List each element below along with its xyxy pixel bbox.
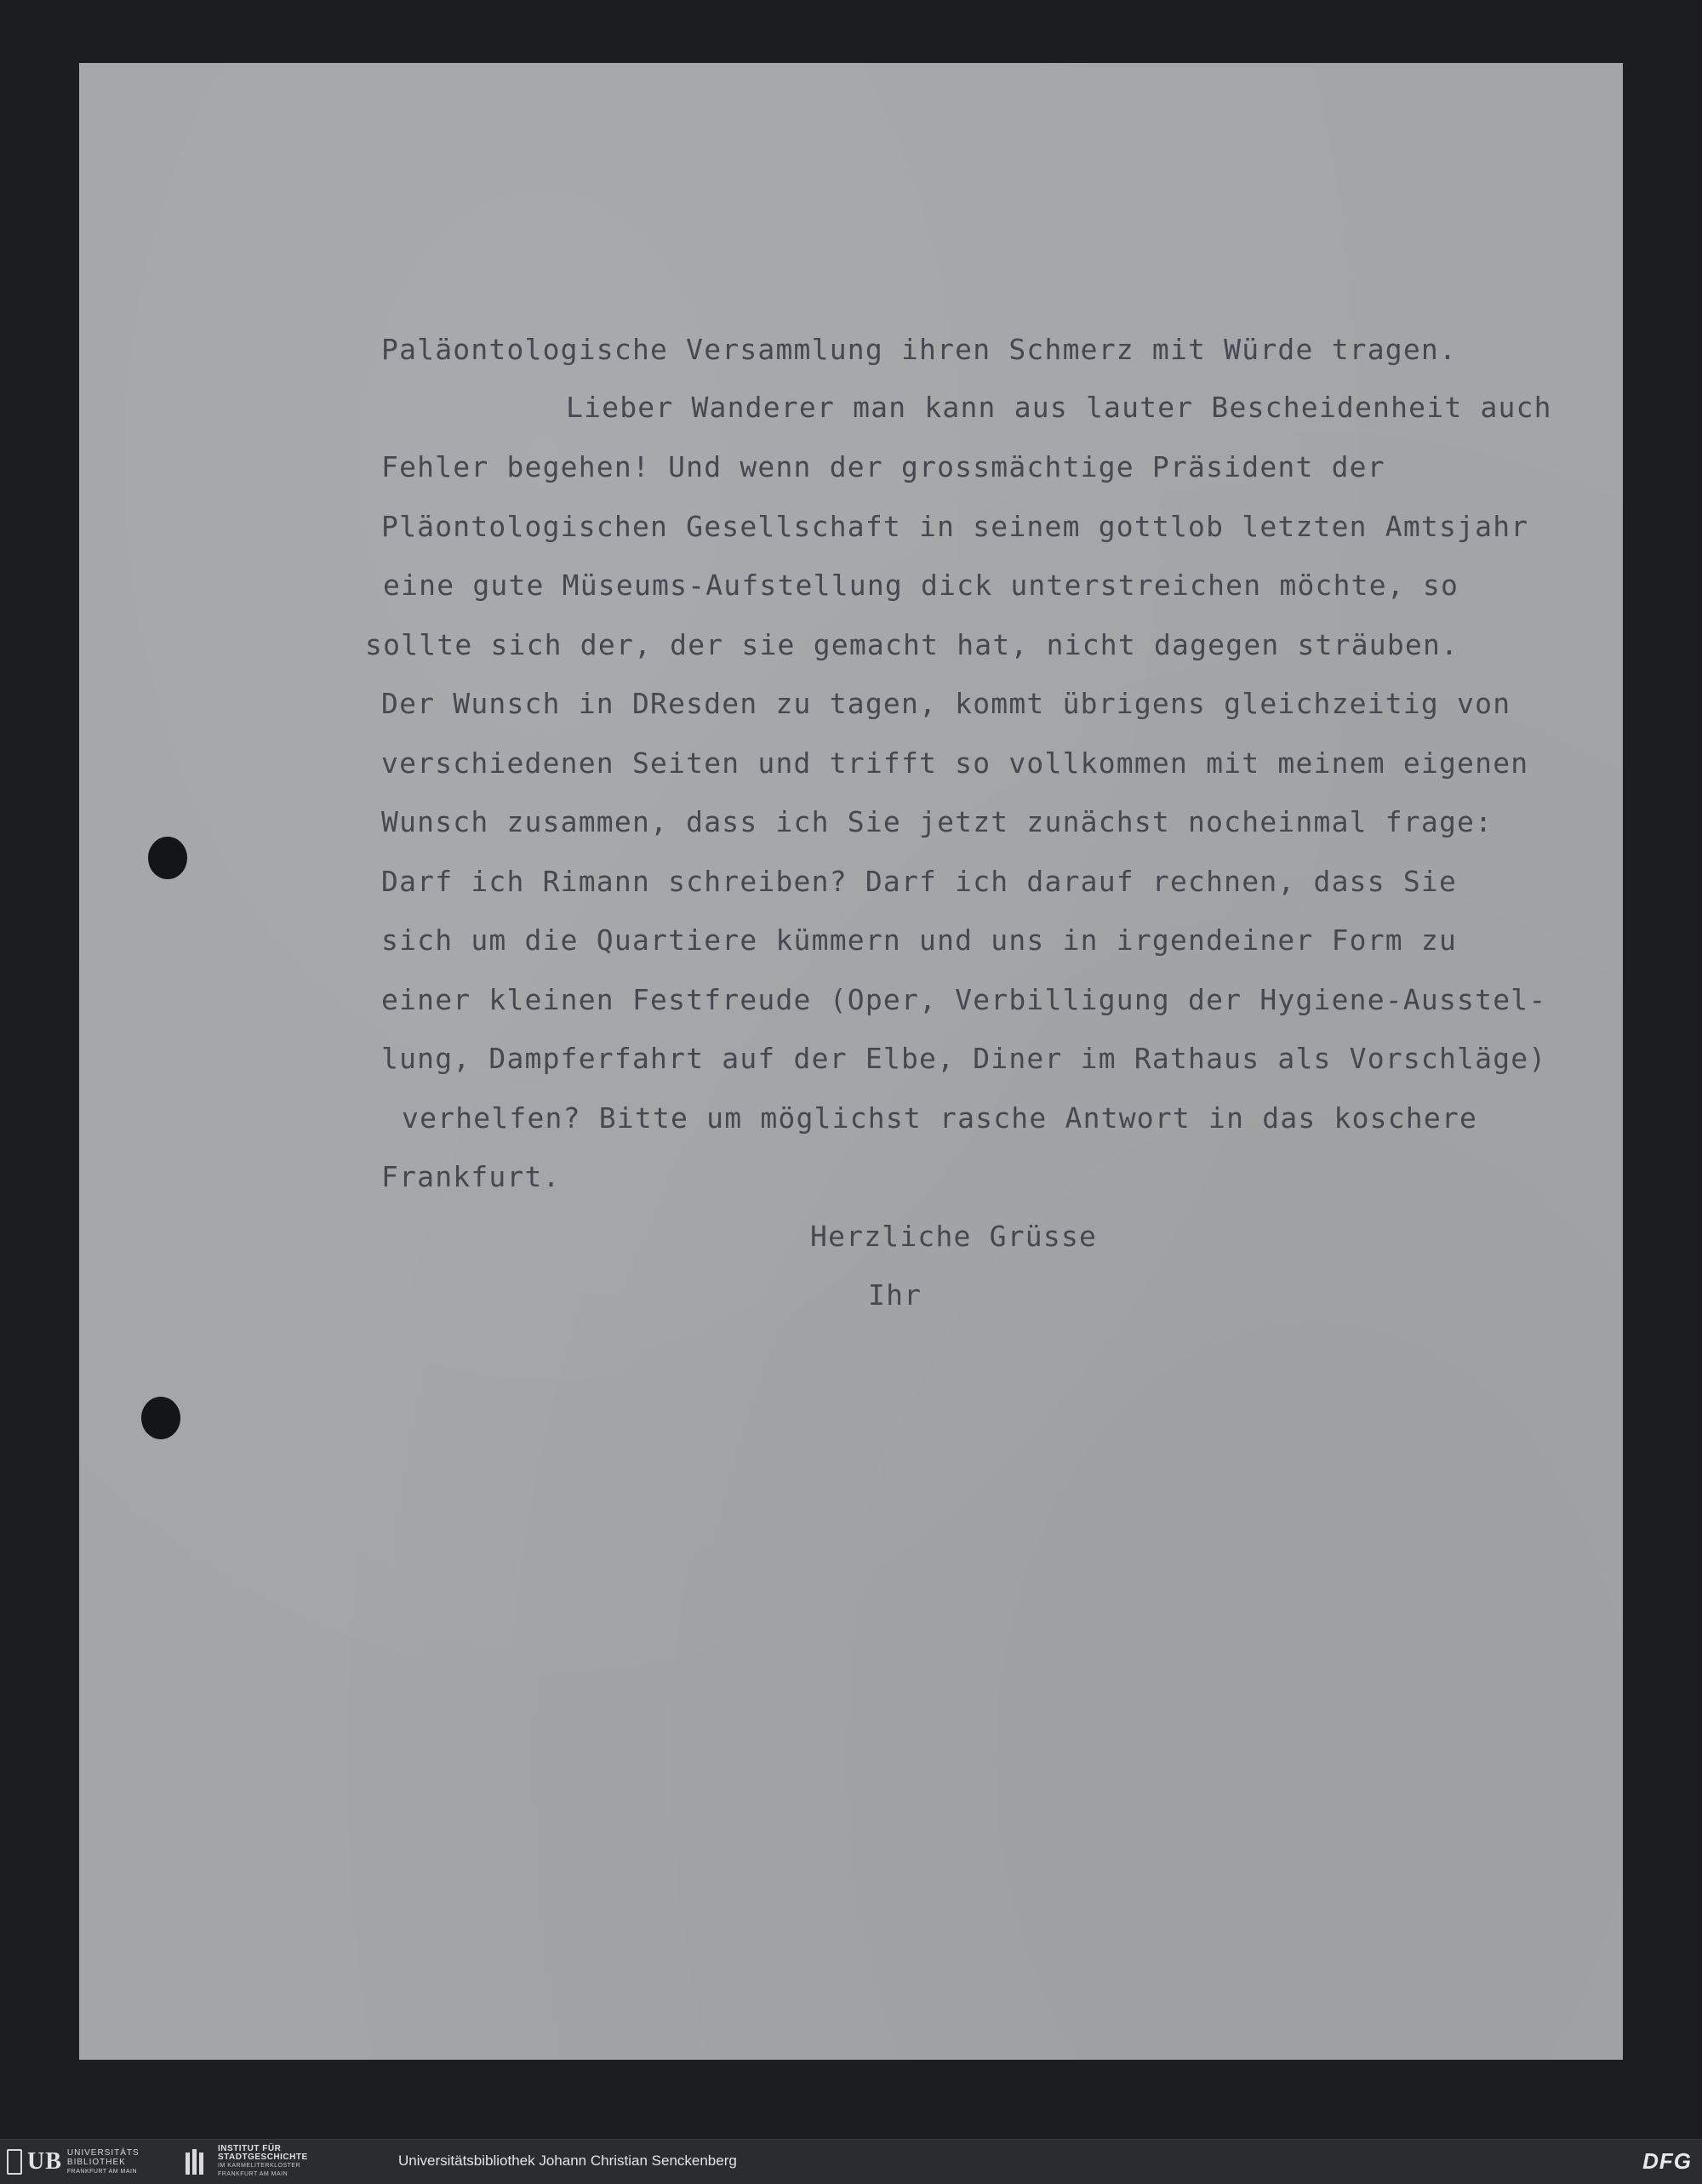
isg-line: INSTITUT FÜR xyxy=(218,2144,282,2153)
letter-line: Wunsch zusammen, dass ich Sie jetzt zunächst nocheinmal frage: xyxy=(381,805,1494,838)
punch-hole-upper xyxy=(148,837,187,879)
ub-line: FRANKFURT AM MAIN xyxy=(66,2168,138,2175)
letter-line: verhelfen? Bitte um möglichst rasche Antwort in das koschere xyxy=(402,1101,1478,1135)
letter-signature: Ihr xyxy=(868,1278,922,1312)
letter-line: Darf ich Rimann schreiben? Darf ich darauf rechnen, dass Sie xyxy=(381,865,1458,898)
isg-line: STADTGESCHICHTE xyxy=(218,2153,308,2162)
letter-line: Pläontologischen Gesellschaft in seinem gottlob letzten Amtsjahr xyxy=(381,510,1529,543)
isg-line: FRANKFURT AM MAIN xyxy=(218,2171,288,2177)
letter-line: Paläontologische Versammlung ihren Schmerz mit Würde tragen. xyxy=(381,333,1458,366)
ub-line: UNIVERSITÄTS xyxy=(66,2147,140,2158)
letter-line: lung, Dampferfahrt auf der Elbe, Diner im Rathaus als Vorschläge) xyxy=(381,1042,1547,1075)
dfg-logo[interactable]: DFG xyxy=(1642,2148,1692,2174)
letter-line: sich um die Quartiere kümmern und uns in irgendeiner Form zu xyxy=(381,923,1458,957)
letter-line: Frankfurt. xyxy=(381,1160,561,1193)
ub-emblem-icon xyxy=(7,2149,22,2175)
punch-hole-lower xyxy=(141,1397,180,1439)
isg-wordmark xyxy=(218,2145,308,2179)
ub-wordmark xyxy=(67,2148,140,2176)
ub-logo[interactable] xyxy=(7,2147,140,2176)
letter-line: verschiedenen Seiten und trifft so vollkommen mit meinem eigenen xyxy=(381,746,1529,780)
letter-line: eine gute Müseums-Aufstellung dick unterstreichen möchte, so xyxy=(383,569,1459,602)
isg-columns-icon xyxy=(186,2149,211,2175)
ub-line: BIBLIOTHEK xyxy=(66,2157,126,2167)
letter-page xyxy=(79,63,1623,2060)
letter-closing: Herzliche Grüsse xyxy=(810,1220,1098,1253)
letter-line: einer kleinen Festfreude (Oper, Verbilligung der Hygiene-Ausstel- xyxy=(381,983,1547,1016)
letter-line: Lieber Wanderer man kann aus lauter Bescheidenheit auch xyxy=(566,391,1552,424)
letter-line: Der Wunsch in DResden zu tagen, kommt übrigens gleichzeitig von xyxy=(381,687,1511,720)
viewer-footer xyxy=(0,2139,1702,2184)
isg-line: IM KARMELITERKLOSTER xyxy=(218,2163,301,2169)
ub-letters: UB xyxy=(27,2148,62,2175)
library-name: Universitätsbibliothek Johann Christian Senckenberg xyxy=(398,2153,737,2169)
letter-line: sollte sich der, der sie gemacht hat, nicht dagegen sträuben. xyxy=(365,628,1459,661)
isg-logo[interactable] xyxy=(186,2144,308,2177)
letter-line: Fehler begehen! Und wenn der grossmächtige Präsident der xyxy=(381,450,1385,483)
